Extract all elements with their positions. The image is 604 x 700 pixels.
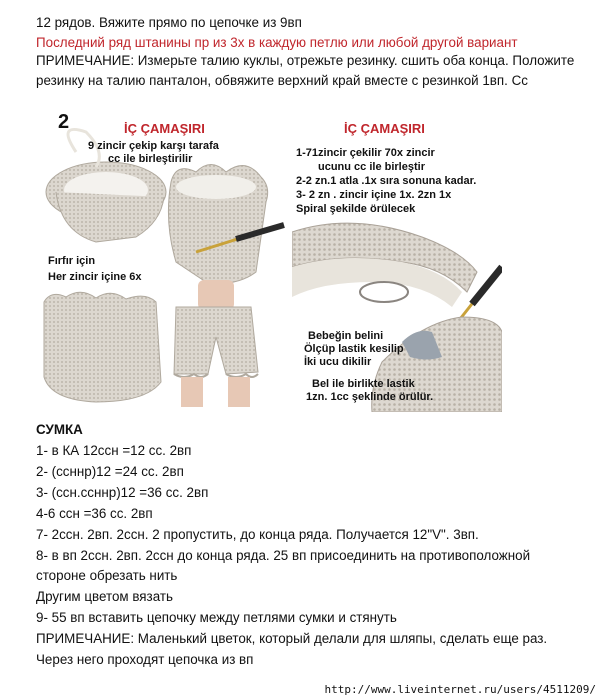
- right-photo-title: İÇ ÇAMAŞIRI: [344, 121, 425, 136]
- knit-hoop-side: [56, 192, 164, 242]
- ruffle-opening: [176, 175, 256, 199]
- step-number: 2: [58, 112, 70, 133]
- bag-row-2: 2- (ссннр)12 =24 сс. 2вп: [36, 464, 184, 479]
- left-photo-title: İÇ ÇAMAŞIRI: [124, 121, 205, 136]
- left-caption-2: cc ile birleştirilir: [108, 153, 193, 165]
- knit-shorts: [174, 307, 258, 374]
- right-photo-panel: [292, 112, 502, 412]
- doll-leg-left: [181, 377, 203, 407]
- bag-row-5: 7- 2ссн. 2вп. 2ссн. 2 пропустить, до конца ряда. Получается 12"V". 3вп.: [36, 527, 479, 542]
- doll-body: [198, 280, 234, 310]
- ruffle-caption-1: Fırfır için: [48, 255, 96, 267]
- bag-title: СУМКА: [36, 422, 83, 437]
- right-caption-5: Spiral şekilde örülecek: [296, 203, 416, 215]
- left-caption-1: 9 zincir çekip karşı tarafa: [88, 140, 219, 152]
- bag-row-11: Через него проходят цепочка из вп: [36, 652, 254, 667]
- intro-line-4: резинку на талию панталон, обвяжите верхний край вместе с резинкой 1вп. Сс: [36, 73, 528, 88]
- right-caption-3: 2-2 zn.1 atla .1x sıra sonuna kadar.: [296, 175, 477, 187]
- right-caption-8: İki ucu dikilir: [304, 356, 372, 368]
- bag-row-1: 1- в КА 12ссн =12 сс. 2вп: [36, 443, 192, 458]
- bag-row-3: 3- (ссн.ссннр)12 =36 сс. 2вп: [36, 485, 209, 500]
- bag-row-9: 9- 55 вп вставить цепочку между петлями сумки и стянуть: [36, 610, 397, 625]
- right-caption-6: Bebeğin belini: [308, 330, 384, 342]
- elastic-loop: [360, 282, 408, 302]
- bag-row-8: Другим цветом вязать: [36, 589, 173, 604]
- bag-row-10: ПРИМЕЧАНИЕ: Маленький цветок, который делали для шляпы, сделать еще раз.: [36, 631, 548, 646]
- doll-leg-right: [228, 377, 250, 407]
- right-caption-9: Bel ile birlikte lastik: [312, 378, 415, 390]
- right-caption-7: Ölçüp lastik kesilip: [304, 343, 404, 355]
- ruffle-caption-2: Her zincir içine 6x: [48, 271, 142, 283]
- right-caption-1: 1-71zincir çekilir 70x zincir: [296, 147, 435, 159]
- bag-row-7: стороне обрезать нить: [36, 568, 178, 583]
- bag-row-6: 8- в вп 2ссн. 2вп. 2ссн до конца ряда. 25 вп присоединить на противоположной: [36, 548, 531, 563]
- bag-row-4: 4-6 ссн =36 сс. 2вп: [36, 506, 153, 521]
- intro-line-1: 12 рядов. Вяжите прямо по цепочке из 9вп: [36, 15, 302, 30]
- left-photo-panel: [36, 112, 286, 412]
- right-caption-2: ucunu cc ile birleştir: [318, 161, 425, 173]
- right-caption-4: 3- 2 zn . zincir içine 1x. 2zn 1x: [296, 189, 452, 201]
- intro-line-2: Последний ряд штанины пр из 3х в каждую петлю или любой другой вариант: [36, 35, 518, 50]
- knit-ruffle-bottom: [44, 292, 161, 402]
- intro-line-3: ПРИМЕЧАНИЕ: Измерьте талию куклы, отрежьте резинку. сшить оба конца. Положите: [36, 53, 575, 68]
- right-caption-10: 1zn. 1cc şeklinde örülür.: [306, 391, 434, 403]
- watermark-link[interactable]: http://www.liveinternet.ru/users/4511209/: [324, 683, 596, 696]
